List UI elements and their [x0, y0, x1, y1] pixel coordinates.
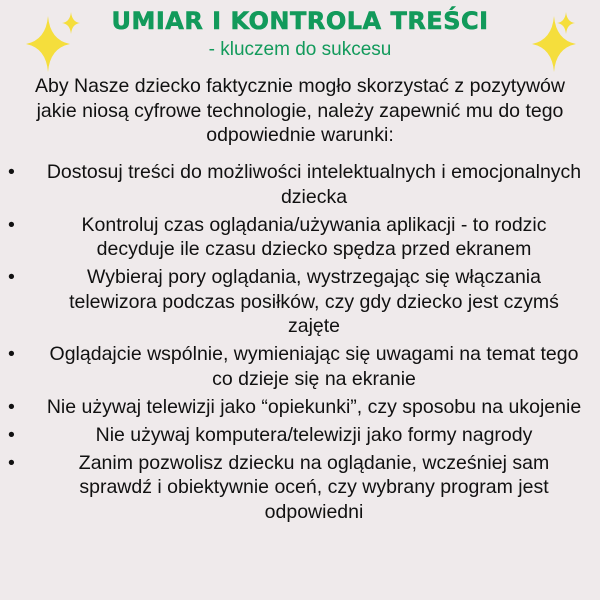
- list-item-text: Dostosuj treści do możliwości intelektualnych i emocjonalnych dziecka: [46, 161, 582, 208]
- list-item-text: Kontroluj czas oglądania/używania aplikacji - to rodzic decyduje ile czasu dziecko spędza przed ekranem: [81, 213, 547, 260]
- list-item: [0, 423, 600, 448]
- intro-paragraph: Aby Nasze dziecko faktycznie mogło skorzystać z pozytywów jakie niosą cyfrowe technologie, należy zapewnić mu do tego odpowiednie warunki:: [35, 75, 565, 146]
- bullet-icon: •: [8, 266, 15, 288]
- bullet-icon: •: [8, 161, 15, 183]
- page-title: UMIAR I KONTROLA TREŚCI: [111, 7, 489, 35]
- list-item-text: Nie używaj komputera/telewizji jako formy nagrody: [95, 423, 533, 446]
- list-item: [0, 451, 600, 525]
- list-item-text: Wybieraj pory oglądania, wystrzegając się włączania telewizora podczas posiłków, czy gdy dziecko jest czymś zajęte: [69, 266, 559, 337]
- bullet-list: [0, 160, 600, 528]
- list-item: [0, 265, 600, 339]
- list-item-text: Oglądajcie wspólnie, wymieniając się uwagami na temat tego co dzieje się na ekranie: [49, 343, 579, 390]
- list-item: [0, 160, 600, 209]
- list-item: [0, 395, 600, 420]
- page-subtitle: - kluczem do sukcesu: [208, 39, 392, 60]
- list-item: [0, 342, 600, 391]
- bullet-icon: •: [8, 395, 15, 418]
- list-item-text: Nie używaj telewizji jako “opiekunki”, czy sposobu na ukojenie: [46, 395, 582, 418]
- list-item-text: Zanim pozwolisz dziecku na oglądanie, wcześniej sam sprawdź i obiektywnie oceń, czy wybrany program jest odpowiedni: [78, 451, 550, 523]
- bullet-icon: •: [8, 451, 15, 474]
- bullet-icon: •: [8, 423, 15, 446]
- list-item: [0, 213, 600, 262]
- bullet-icon: •: [8, 343, 15, 365]
- bullet-icon: •: [8, 213, 15, 236]
